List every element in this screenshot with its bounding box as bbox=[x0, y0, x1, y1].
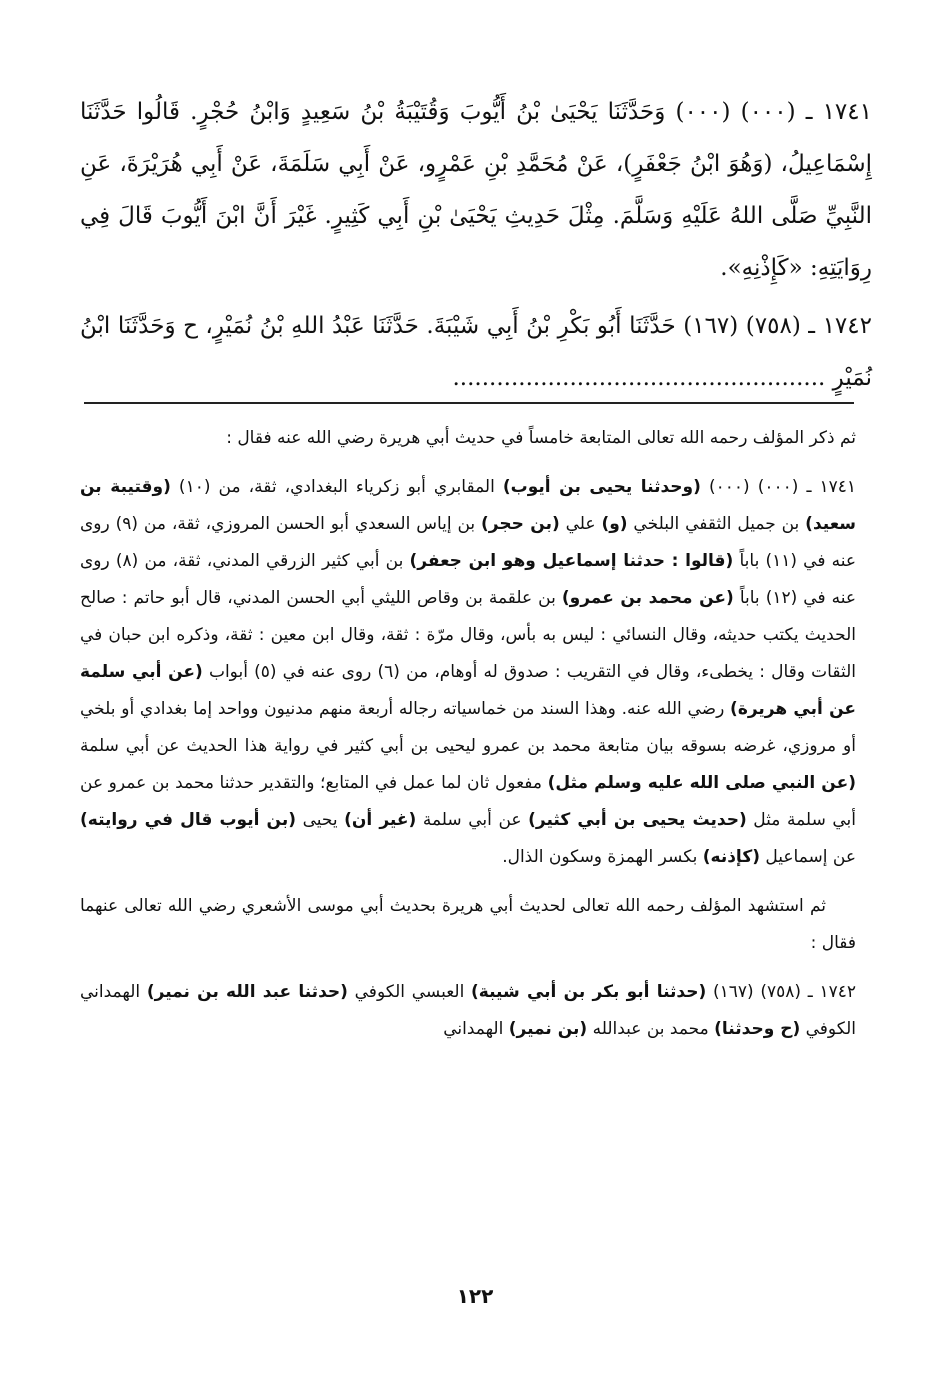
commentary-bold: (بن حجر) bbox=[481, 514, 560, 534]
footnote-divider bbox=[84, 402, 854, 404]
commentary-bold: (و) bbox=[601, 514, 628, 534]
commentary-bold: (ح وحدثنا) bbox=[714, 1019, 801, 1039]
commentary-bold: (حدثنا عبد الله بن نمير) bbox=[146, 982, 348, 1002]
hadith-line: عَنْ أَبِي هُرَيْرَةَ، عَنِ النَّبِيِّ صَلَّى اللهُ عَلَيْهِ وَسَلَّمَ. مِثْلَ حَدِيثِ يَحْيَىٰ بْنِ أَبِي كَثِيرٍ. bbox=[80, 151, 872, 229]
commentary-text: ١٧٤١ ـ (٠٠٠) (٠٠٠) bbox=[700, 477, 857, 497]
commentary-paragraph-1742 bbox=[80, 974, 856, 1048]
commentary-bold: (عن محمد بن عمرو) bbox=[561, 588, 734, 608]
commentary-bold: (قالوا : حدثنا إسماعيل وهو ابن جعفر) bbox=[409, 551, 734, 571]
commentary-text: بن إياس السعدي أبو الحسن المروزي، ثقة، من (٩) روى عنه في (١١) باباً bbox=[80, 514, 857, 571]
commentary-text: الهمداني الكوفي bbox=[80, 982, 856, 1039]
commentary-text: يحيى bbox=[295, 810, 345, 830]
commentary-intro: ثم ذكر المؤلف رحمه الله تعالى المتابعة خامساً في حديث أبي هريرة رضي الله عنه فقال : bbox=[226, 428, 856, 448]
commentary-text: المقابري أبو زكرياء البغدادي، ثقة، من (١٠) bbox=[170, 477, 503, 497]
commentary-block bbox=[80, 420, 856, 1048]
commentary-text: عن أبي سلمة bbox=[416, 810, 529, 830]
commentary-paragraph-1741 bbox=[80, 469, 856, 876]
hadith-line: ١٧٤١ ـ (٠٠٠) (٠٠٠) وَحَدَّثَنَا يَحْيَىٰ بْنُ أَيُّوبَ وَقُتَيْبَةُ بْنُ سَعِيدٍ وَابْنُ حُجْرٍ. bbox=[190, 99, 872, 125]
commentary-text: ١٧٤٢ ـ (٧٥٨) (١٦٧) bbox=[706, 982, 857, 1002]
commentary-bold: (كإذنه) bbox=[702, 847, 760, 867]
commentary-bold: (حدثنا أبو بكر بن أبي شيبة) bbox=[471, 982, 707, 1002]
hadith-line: غَيْرَ أَنَّ ابْنَ أَيُّوبَ قَالَ فِي رِوَايَتِهِ: «كَإِذْنِهِ». bbox=[80, 203, 872, 281]
hadith-line: قَالُوا حَدَّثَنَا إِسْمَاعِيلُ، (وَهُوَ ابْنُ جَعْفَرٍ)، عَنْ مُحَمَّدِ بْنِ عَمْرٍو، عَنْ أَبِي سَلَمَةَ، bbox=[80, 99, 872, 177]
commentary-text: علي bbox=[559, 514, 602, 534]
commentary-text: بن جميل الثقفي البلخي bbox=[627, 514, 806, 534]
commentary-text: محمد بن عبدالله bbox=[587, 1019, 715, 1039]
commentary-text: بن علقمة بن وقاص الليثي أبي الحسن المدني، قال أبو حاتم : صالح الحديث يكتب حديثه، وقال النسائي : ليس به بأس، وقال مرّة : ثقة، وقال ابن معين : ثقة، وذكره ابن حبان في الثقات وقال : يخطىء، وقال في التقريب : صدوق له أوهام، من (٦) روى عنه في (٥) أبواب bbox=[80, 588, 856, 682]
commentary-text: الهمداني bbox=[443, 1019, 509, 1039]
hadith-1741 bbox=[80, 86, 872, 294]
commentary-bold: (حديث يحيى بن أبي كثير) bbox=[528, 810, 747, 830]
commentary-text: بكسر الهمزة وسكون الذال. bbox=[502, 847, 703, 867]
commentary-bold: (بن نمير) bbox=[508, 1019, 588, 1039]
commentary-bold: (وحدثنا يحيى بن أيوب) bbox=[502, 477, 701, 497]
hadith-text-block bbox=[80, 86, 872, 404]
hadith-line: ١٧٤٢ ـ (٧٥٨) (١٦٧) حَدَّثَنَا أَبُو بَكْرِ بْنُ أَبِي شَيْبَةَ. حَدَّثَنَا عَبْدُ اللهِ بْنُ bbox=[259, 313, 872, 339]
commentary-bold: (وقتيبة بن سعيد) bbox=[80, 477, 857, 534]
commentary-bold: (بن أيوب قال في روايته) bbox=[80, 810, 296, 830]
commentary-shahid-intro: ثم استشهد المؤلف رحمه الله تعالى لحديث أبي هريرة بحديث أبي موسى الأشعري رضي الله تعالى عنهما فقال : bbox=[80, 896, 856, 953]
commentary-text: مفعول ثان لما عمل في المتابع؛ والتقدير حدثنا محمد بن عمرو عن أبي سلمة مثل bbox=[80, 773, 857, 830]
commentary-text: العبسي الكوفي bbox=[347, 982, 472, 1002]
commentary-text: بن أبي كثير الزرقي المدني، ثقة، من (٨) روى عنه في (١٢) باباً bbox=[80, 551, 856, 608]
commentary-text: رضي الله عنه. وهذا السند من خماسياته رجاله أربعة منهم مدنيون وواحد إما بغدادي أو بلخي أو مروزي، غرضه بسوقه بيان متابعة محمد بن عمرو ليحيى بن أبي كثير في رواية هذا الحديث عن أبي سلمة bbox=[80, 699, 856, 756]
commentary-bold: (غير أن) bbox=[344, 810, 417, 830]
commentary-text: عن إسماعيل bbox=[759, 847, 856, 867]
hadith-line: نُمَيْرٍ، ح وَحَدَّثَنَا ابْنُ نُمَيْرٍ ................................................... bbox=[80, 313, 872, 391]
hadith-1742 bbox=[80, 300, 872, 404]
commentary-bold: (عن أبي سلمة عن أبي هريرة) bbox=[80, 662, 856, 719]
commentary-bold: (عن النبي صلى الله عليه وسلم مثل) bbox=[547, 773, 856, 793]
page-number: ١٢٢ bbox=[456, 1284, 494, 1308]
